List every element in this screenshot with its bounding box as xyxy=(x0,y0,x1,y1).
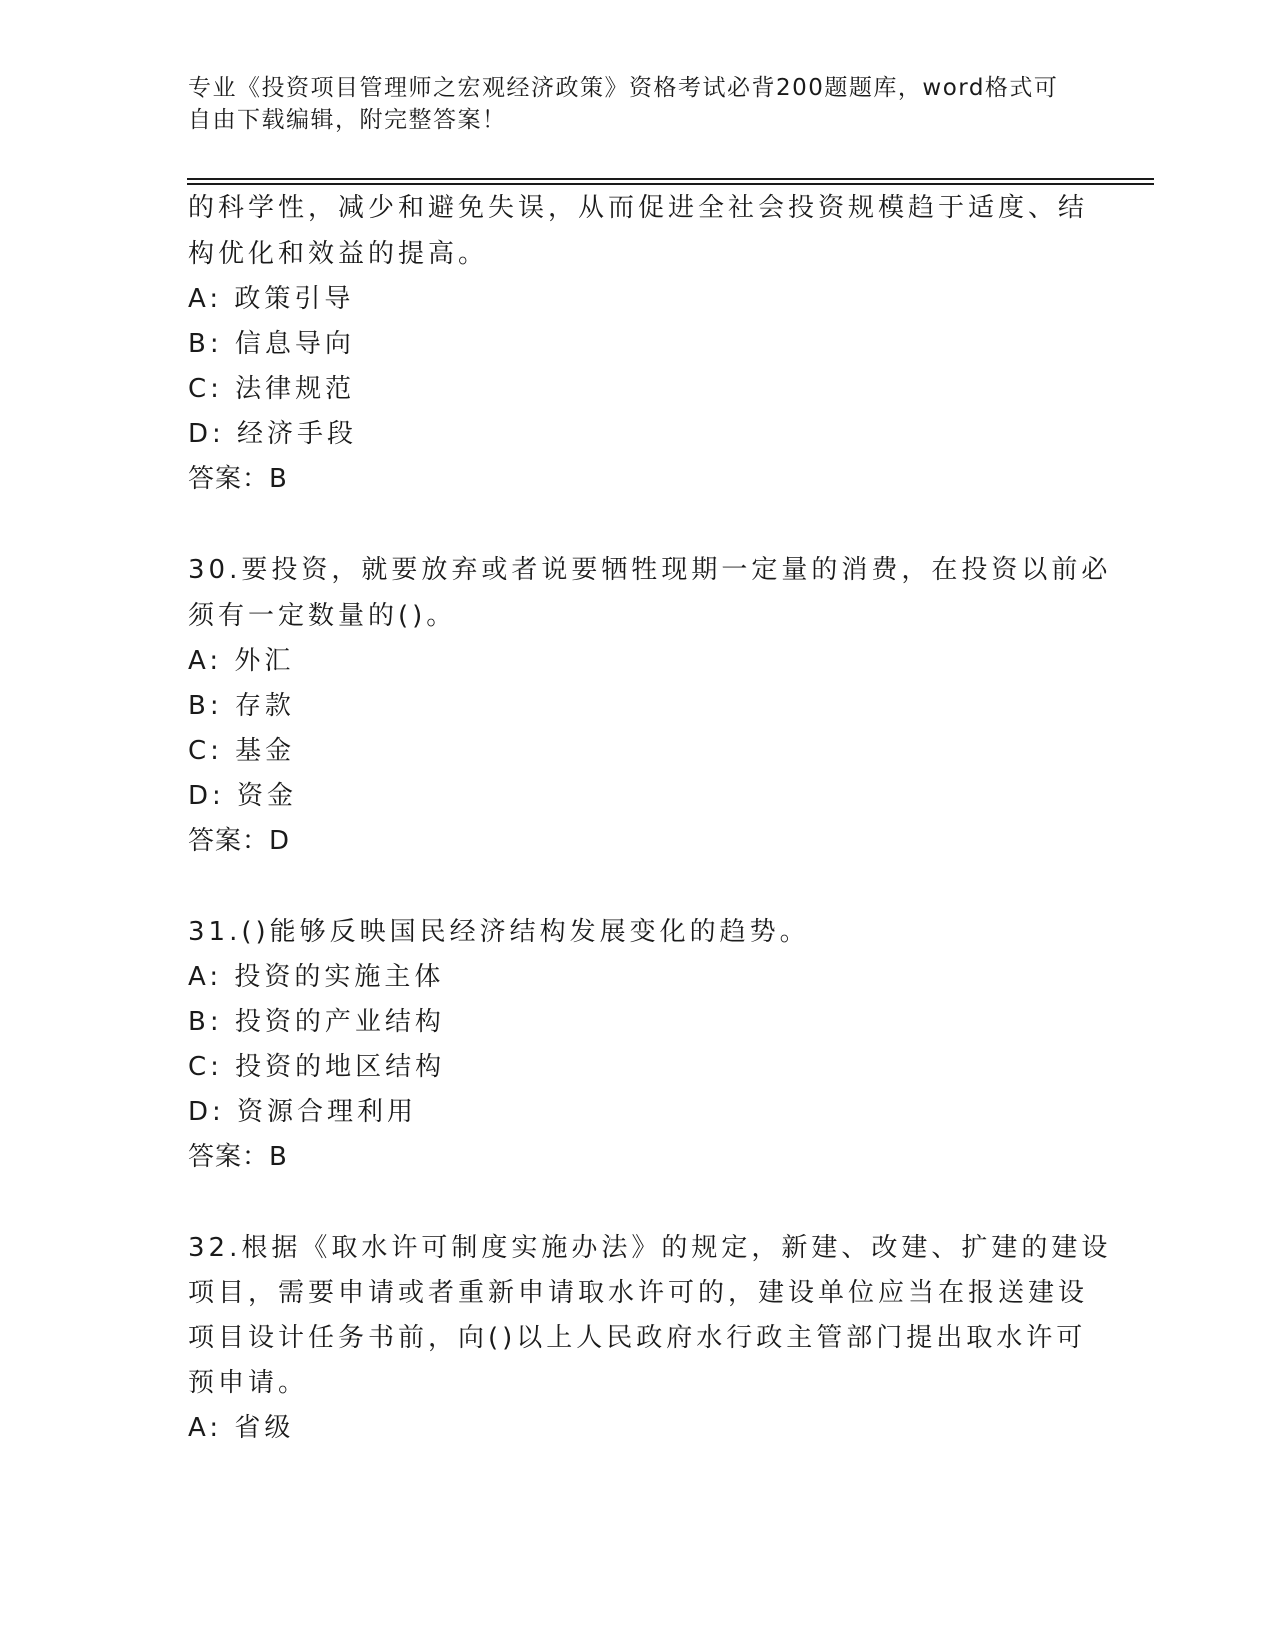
document-header xyxy=(188,72,1068,136)
option-b: B: 存款 xyxy=(188,691,295,721)
question-text-line: 的科学性，减少和避免失误，从而促进全社会投资规模趋于适度、结 xyxy=(188,193,1089,223)
option-c: C: 基金 xyxy=(188,736,296,766)
header-line-1: 专业《投资项目管理师之宏观经济政策》资格考试必背200题题库，word格式可 xyxy=(188,75,1059,101)
option-d: D: 经济手段 xyxy=(188,419,358,449)
answer: 答案：D xyxy=(188,826,291,856)
answer: 答案：B xyxy=(188,464,288,494)
question-text-line: 项目设计任务书前，向()以上人民政府水行政主管部门提出取水许可 xyxy=(188,1323,1087,1353)
option-c: C: 法律规范 xyxy=(188,374,356,404)
question-text-line: 构优化和效益的提高。 xyxy=(188,239,489,269)
question-text-line: 32.根据《取水许可制度实施办法》的规定，新建、改建、扩建的建设 xyxy=(188,1233,1112,1263)
option-a: A: 省级 xyxy=(188,1413,295,1443)
header-divider-bottom xyxy=(187,183,1154,185)
option-b: B: 信息导向 xyxy=(188,329,355,359)
header-line-2: 自由下载编辑，附完整答案！ xyxy=(188,107,507,133)
option-a: A: 投资的实施主体 xyxy=(188,962,445,992)
question-text-line: 预申请。 xyxy=(188,1368,309,1398)
option-a: A: 政策引导 xyxy=(188,284,355,314)
question-text-line: 30.要投资，就要放弃或者说要牺牲现期一定量的消费，在投资以前必 xyxy=(188,555,1112,585)
header-divider-top xyxy=(187,178,1154,180)
option-b: B: 投资的产业结构 xyxy=(188,1007,445,1037)
question-text-line: 须有一定数量的()。 xyxy=(188,601,457,631)
question-text-line: 项目，需要申请或者重新申请取水许可的，建设单位应当在报送建设 xyxy=(188,1278,1089,1308)
question-text-line: 31.()能够反映国民经济结构发展变化的趋势。 xyxy=(188,917,810,947)
option-d: D: 资源合理利用 xyxy=(188,1097,418,1127)
answer: 答案：B xyxy=(188,1142,288,1172)
option-a: A: 外汇 xyxy=(188,646,295,676)
option-c: C: 投资的地区结构 xyxy=(188,1052,446,1082)
option-d: D: 资金 xyxy=(188,781,298,811)
